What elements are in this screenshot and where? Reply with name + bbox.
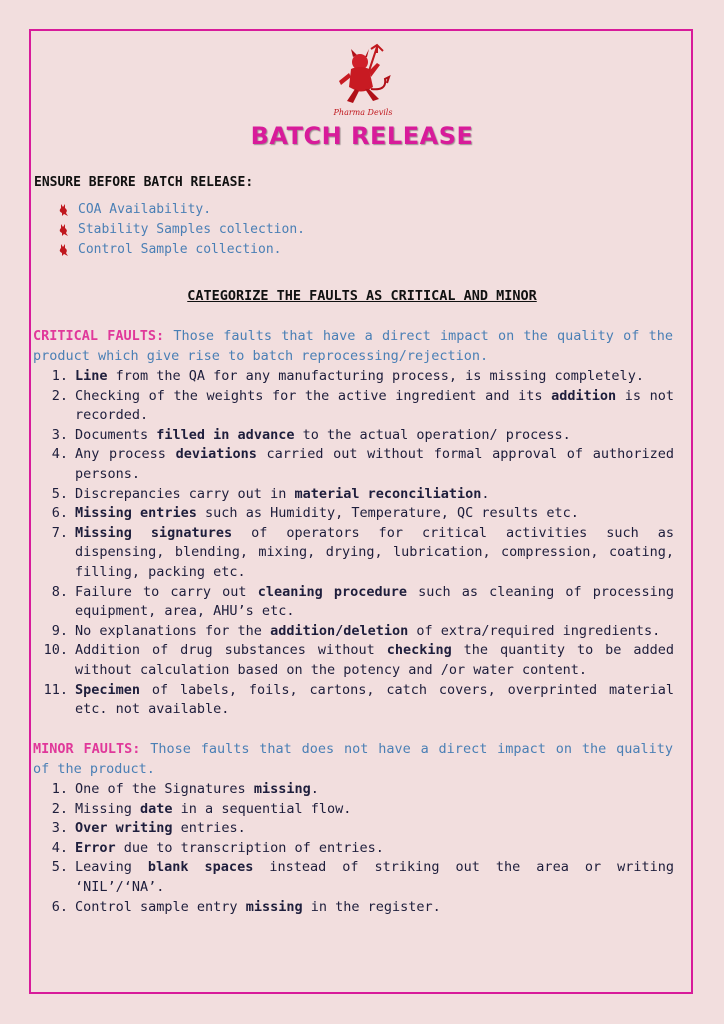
fault-number: 4.: [51, 839, 68, 856]
fault-text: [75, 583, 674, 622]
fault-item: [40, 839, 674, 859]
fault-text-part: Addition of drug substances without: [75, 642, 387, 659]
fault-text-part: One of the Signatures: [75, 781, 254, 797]
fault-text-part: the quantity to be added without calculation based on the potency and /or water content.: [75, 642, 674, 678]
critical-intro: [33, 327, 673, 366]
fault-item: [40, 504, 674, 524]
fault-text-part: Checking of the weights for the active ingredient and its: [75, 387, 552, 404]
logo-text: Pharma Devils: [333, 108, 393, 117]
ensure-heading: ENSURE BEFORE BATCH RELEASE:: [34, 175, 254, 190]
fault-item: [40, 445, 674, 484]
fault-keyword: checking: [386, 642, 452, 659]
fault-text: [75, 898, 674, 918]
critical-label: CRITICAL FAULTS:: [33, 328, 165, 344]
fault-text-part: Documents: [75, 426, 157, 443]
fault-text-part: .: [310, 781, 319, 797]
fault-text-part: in a sequential flow.: [172, 800, 352, 817]
devil-bullet-icon: [56, 223, 70, 237]
fault-text: [75, 858, 674, 897]
fault-number: 2.: [51, 387, 68, 404]
fault-number: 6.: [51, 505, 68, 522]
fault-number: 4.: [51, 446, 68, 463]
checklist-text: Stability Samples collection.: [78, 222, 305, 237]
fault-keyword: Line: [75, 368, 108, 384]
fault-text-part: such as cleaning of processing equipment, area, AHU’s etc.: [75, 583, 674, 620]
fault-text: [75, 681, 674, 720]
fault-number: 3.: [51, 426, 68, 443]
fault-item: [40, 819, 674, 839]
fault-number: 11.: [43, 681, 68, 698]
fault-text-part: is not recorded.: [75, 387, 674, 424]
fault-text-part: Missing: [75, 800, 141, 817]
fault-keyword: Specimen: [75, 681, 141, 698]
fault-number: 1.: [51, 781, 68, 797]
fault-text-part: entries.: [172, 820, 246, 837]
fault-text-part: due to transcription of entries.: [115, 839, 384, 856]
ensure-checklist: [56, 200, 305, 260]
checklist-text: Control Sample collection.: [78, 242, 282, 257]
fault-text-part: of operators for critical activities such as dispensing, blending, mixing, drying, lubrication, compression, coating, filling, packing etc.: [75, 524, 674, 580]
fault-text-part: No explanations for the: [75, 622, 271, 639]
fault-text-part: Any process: [75, 446, 176, 463]
fault-text: [75, 387, 674, 426]
pharma-devils-logo: [327, 43, 399, 119]
fault-keyword: cleaning procedure: [257, 583, 408, 600]
fault-text-part: Control sample entry: [75, 898, 246, 915]
fault-number: 9.: [51, 622, 68, 639]
fault-text-part: of labels, foils, cartons, catch covers, overprinted material etc. not available.: [75, 681, 674, 718]
fault-item: [40, 858, 674, 897]
fault-text-part: such as Humidity, Temperature, QC results etc.: [196, 505, 579, 522]
fault-item: [40, 426, 674, 446]
fault-item: [40, 524, 674, 583]
fault-keyword: missing: [253, 781, 311, 797]
fault-text: [75, 622, 674, 642]
fault-text: [75, 800, 674, 820]
fault-number: 7.: [51, 524, 68, 541]
fault-item: [40, 898, 674, 918]
fault-item: [40, 622, 674, 642]
fault-keyword: date: [140, 800, 173, 817]
section-heading: CATEGORIZE THE FAULTS AS CRITICAL AND MINOR: [187, 288, 537, 304]
fault-number: 5.: [51, 859, 68, 876]
fault-text-part: to the actual operation/ process.: [294, 426, 571, 443]
minor-label: MINOR FAULTS:: [33, 741, 141, 757]
minor-faults-list: [40, 780, 674, 917]
fault-text-part: Discrepancies carry out in: [75, 485, 295, 502]
fault-keyword: material reconciliation: [294, 485, 482, 502]
fault-text-part: instead of striking out the area or writing ‘NIL’/‘NA’.: [75, 859, 674, 895]
fault-item: [40, 583, 674, 622]
fault-text: [75, 819, 674, 839]
fault-number: 8.: [51, 583, 68, 600]
checklist-text: COA Availability.: [78, 202, 212, 217]
fault-keyword: missing: [245, 898, 303, 915]
fault-text: [75, 426, 674, 446]
fault-text: [75, 839, 674, 859]
fault-text-part: carried out without formal approval of authorized persons.: [75, 446, 674, 482]
fault-number: 2.: [51, 800, 68, 817]
critical-description: Those faults that have a direct impact on the quality of the product which give rise to batch reprocessing/rejection.: [33, 328, 673, 364]
fault-keyword: Missing entries: [75, 505, 197, 522]
fault-keyword: Missing signatures: [75, 524, 233, 541]
devil-bullet-icon: [56, 203, 70, 217]
fault-item: [40, 800, 674, 820]
fault-number: 3.: [51, 820, 68, 837]
fault-text-part: Failure to carry out: [75, 583, 258, 600]
devil-bullet-icon: [56, 243, 70, 257]
fault-text: [75, 641, 674, 680]
fault-keyword: Over writing: [75, 820, 173, 837]
fault-keyword: Error: [75, 839, 116, 856]
page-title: BATCH RELEASE: [250, 122, 474, 150]
critical-faults-list: [40, 367, 674, 720]
fault-text: [75, 445, 674, 484]
fault-keyword: blank spaces: [147, 859, 254, 876]
fault-item: [40, 681, 674, 720]
fault-number: 10.: [43, 642, 68, 659]
fault-number: 6.: [51, 898, 68, 915]
fault-item: [40, 367, 674, 387]
fault-number: 5.: [51, 485, 68, 502]
minor-intro: [33, 740, 673, 779]
fault-item: [40, 485, 674, 505]
fault-text-part: .: [481, 485, 490, 502]
fault-keyword: filled in advance: [156, 426, 295, 443]
fault-text-part: of extra/required ingredients.: [408, 622, 661, 639]
minor-description: Those faults that does not have a direct impact on the quality of the product.: [33, 741, 673, 777]
fault-text: [75, 504, 674, 524]
fault-item: [40, 641, 674, 680]
fault-item: [40, 387, 674, 426]
fault-text-part: from the QA for any manufacturing process, is missing completely.: [107, 368, 644, 384]
fault-text: [75, 524, 674, 583]
fault-keyword: addition/deletion: [270, 622, 409, 639]
fault-text-part: in the register.: [302, 898, 441, 915]
fault-number: 1.: [51, 368, 68, 384]
fault-text-part: Leaving: [75, 859, 148, 876]
list-item: [56, 200, 305, 220]
fault-keyword: deviations: [175, 446, 257, 463]
fault-text: [75, 367, 674, 387]
fault-text: [75, 780, 674, 800]
list-item: [56, 220, 305, 240]
fault-keyword: addition: [551, 387, 617, 404]
fault-item: [40, 780, 674, 800]
list-item: [56, 240, 305, 260]
fault-text: [75, 485, 674, 505]
